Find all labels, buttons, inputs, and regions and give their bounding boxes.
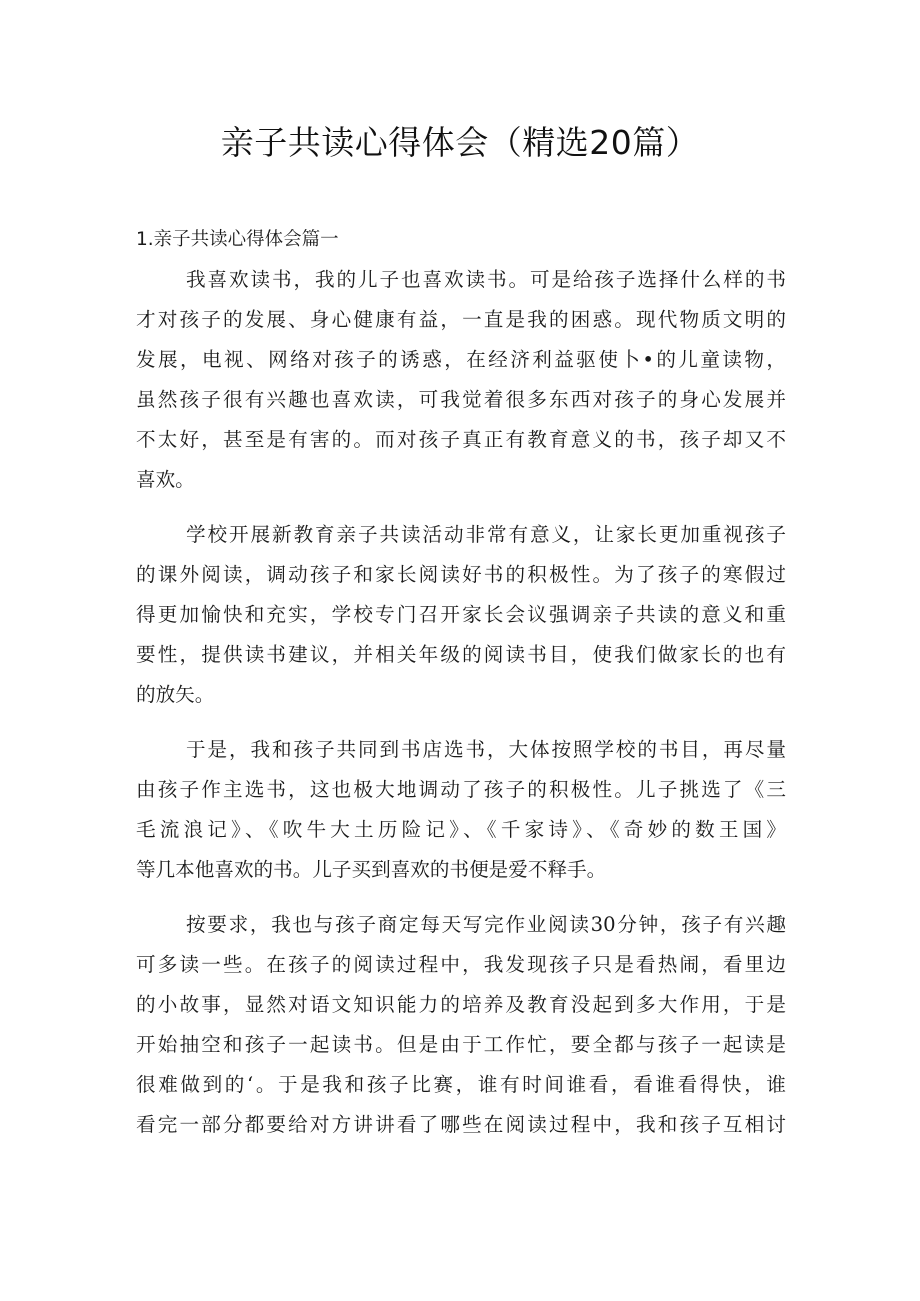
text-line: 开始抽空和孩子一起读书。但是由于工作忙，要全都与孩子一起读是 [136,1033,786,1056]
text-line: 的小故事，显然对语文知识能力的培养及教育没起到多大作用，于是 [136,993,786,1016]
text-line: 学校开展新教育亲子共读活动非常有意义，让家长更加重视孩子 [186,523,786,546]
text-line: 看完一部分都要给对方讲讲看了哪些在阅读过程中，我和孩子互相讨 [136,1113,786,1136]
section-heading: 1.亲子共读心得体会篇一 [136,229,339,250]
paragraph-3 [136,730,786,890]
text-line: 的放矢。 [136,683,215,706]
article-body [136,260,786,1160]
document-title: 亲子共读心得体会（精选20篇） [220,123,700,162]
paragraph-2 [136,515,786,715]
paragraph-4 [136,905,786,1145]
text-line: 不太好，甚至是有害的。而对孩子真正有教育意义的书，孩子却又不 [136,428,786,451]
text-line: 要性，提供读书建议，并相关年级的阅读书目，使我们做家长的也有 [136,643,786,666]
text-line: 我喜欢读书，我的儿子也喜欢读书。可是给孩子选择什么样的书 [186,268,786,291]
text-line: 于是，我和孩子共同到书店选书，大体按照学校的书目，再尽量 [186,738,786,761]
text-line: 等几本他喜欢的书。儿子买到喜欢的书便是爱不释手。 [136,858,607,881]
text-line: 发展，电视、网络对孩子的诱惑，在经济利益驱使卜•的儿童读物， [136,348,786,371]
text-line: 按要求，我也与孩子商定每天写完作业阅读30分钟，孩子有兴趣 [186,913,786,936]
text-line: 才对孩子的发展、身心健康有益，一直是我的困惑。现代物质文明的 [136,308,786,331]
text-line: 毛流浪记》、《吹牛大土历险记》、《千家诗》、《奇妙的数王国》 [136,818,786,841]
text-line: 喜欢。 [136,468,195,491]
paragraph-1 [136,260,786,500]
text-line: 可多读一些。在孩子的阅读过程中，我发现孩子只是看热闹，看里边 [136,953,786,976]
text-line: 很难做到的‘。于是我和孩子比赛，谁有时间谁看，看谁看得快，谁 [136,1073,786,1096]
text-line: 虽然孩子很有兴趣也喜欢读，可我觉着很多东西对孩子的身心发展并 [136,388,786,411]
text-line: 的课外阅读，调动孩子和家长阅读好书的积极性。为了孩子的寒假过 [136,563,786,586]
text-line: 得更加愉快和充实，学校专门召开家长会议强调亲子共读的意义和重 [136,603,786,626]
text-line: 由孩子作主选书，这也极大地调动了孩子的积极性。儿子挑选了《三 [136,778,786,801]
